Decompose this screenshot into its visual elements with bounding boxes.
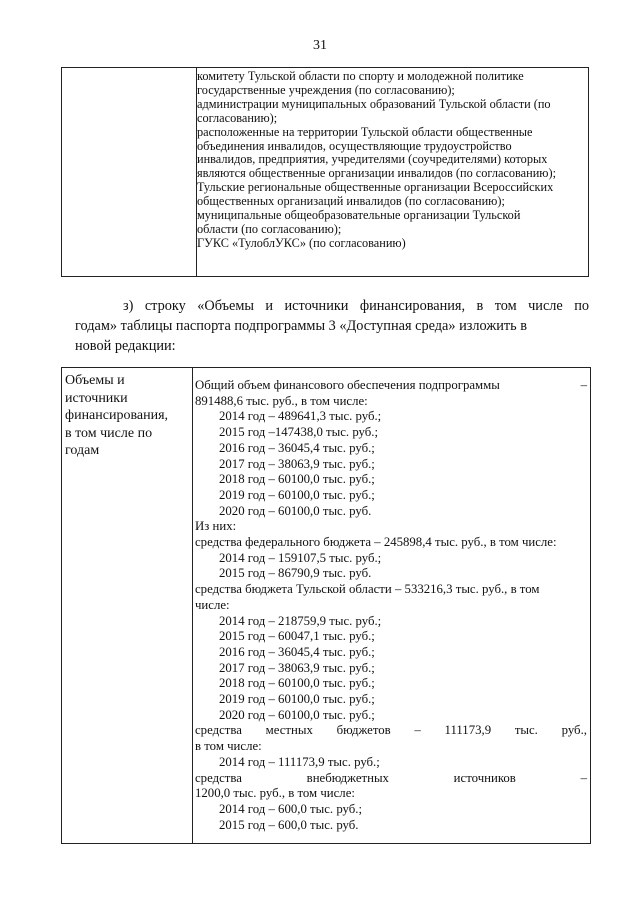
financing-value-cell xyxy=(195,378,587,833)
year-line: 2015 год – 600,0 тыс. руб. xyxy=(219,817,359,832)
year-line: 2014 год – 218759,9 тыс. руб.; xyxy=(219,613,382,628)
year-line: 2016 год – 36045,4 тыс. руб.; xyxy=(219,440,375,455)
word: источников xyxy=(453,770,516,785)
total-line xyxy=(195,378,587,394)
extra-line xyxy=(195,771,587,787)
table-right-cell xyxy=(197,70,587,251)
regional-line: числе: xyxy=(195,597,230,612)
table-line: являются общественные организации инвалидов (по согласованию); xyxy=(197,166,556,181)
year-line: 2014 год – 159107,5 тыс. руб.; xyxy=(219,550,382,565)
year-line: 2014 год – 489641,3 тыс. руб.; xyxy=(219,409,382,424)
table-line: государственные учреждения (по согласованию); xyxy=(197,82,455,97)
table-line: объединения инвалидов, осуществляющие трудоустройство xyxy=(197,138,512,153)
federal-line: средства федерального бюджета – 245898,4 тыс. руб., в том числе: xyxy=(195,535,557,550)
table-line: инвалидов, предприятия, учредителями (соучредителями) которых xyxy=(197,152,548,167)
of-them-line: Из них: xyxy=(195,519,237,534)
label-line: финансирования, xyxy=(65,408,169,423)
table-line: администрации муниципальных образований Тульской области (по xyxy=(197,96,551,111)
word: – xyxy=(580,770,587,785)
year-line: 2019 год – 60100,0 тыс. руб.; xyxy=(219,692,375,707)
table-left-cell xyxy=(62,68,197,276)
total-line: 891488,6 тыс. руб., в том числе: xyxy=(195,393,368,408)
table-line: муниципальные общеобразовательные организации Тульской xyxy=(197,208,521,223)
table-line: общественных организаций инвалидов (по согласованию); xyxy=(197,194,505,209)
word: бюджетов xyxy=(336,723,391,738)
year-line: 2018 год – 60100,0 тыс. руб.; xyxy=(219,472,375,487)
year-line: 2014 год – 600,0 тыс. руб.; xyxy=(219,801,363,816)
table-line: ГУКС «ТулоблУКС» (по согласованию) xyxy=(197,235,406,250)
table-line: области (по согласованию); xyxy=(197,221,342,236)
label-line: Объемы и xyxy=(65,373,125,388)
regional-line: средства бюджета Тульской области – 533216,3 тыс. руб., в том xyxy=(195,582,540,597)
word: внебюджетных xyxy=(306,770,389,785)
year-line: 2014 год – 111173,9 тыс. руб.; xyxy=(219,754,380,769)
year-line: 2020 год – 60100,0 тыс. руб. xyxy=(219,503,372,518)
word: местных xyxy=(265,723,313,738)
continuation-table xyxy=(61,67,589,277)
table-line: Тульские региональные общественные организации Всероссийских xyxy=(197,180,554,195)
word: средства xyxy=(195,770,242,785)
word: – xyxy=(414,723,421,738)
year-line: 2020 год – 60100,0 тыс. руб.; xyxy=(219,707,375,722)
year-line: 2015 год – 60047,1 тыс. руб.; xyxy=(219,629,375,644)
table-line: согласованию); xyxy=(197,110,278,125)
year-line: 2015 год –147438,0 тыс. руб.; xyxy=(219,425,379,440)
paragraph-line: новой редакции: xyxy=(75,338,176,354)
financing-table xyxy=(61,367,591,844)
total-dash: – xyxy=(580,378,587,392)
word: руб., xyxy=(561,723,587,738)
label-line: источники xyxy=(65,390,128,406)
amendment-paragraph xyxy=(75,296,589,356)
total-text: Общий объем финансового обеспечения подпрограммы xyxy=(195,378,500,392)
label-line: в том числе по xyxy=(65,425,153,441)
year-line: 2017 год – 38063,9 тыс. руб.; xyxy=(219,456,375,471)
year-line: 2017 год – 38063,9 тыс. руб.; xyxy=(219,660,375,675)
paragraph-line: годам» таблицы паспорта подпрограммы 3 «Доступная среда» изложить в xyxy=(75,318,527,334)
year-line: 2016 год – 36045,4 тыс. руб.; xyxy=(219,644,375,659)
table-line: комитету Тульской области по спорту и молодежной политике xyxy=(197,69,524,83)
year-line: 2018 год – 60100,0 тыс. руб.; xyxy=(219,676,375,691)
word: 111173,9 xyxy=(444,723,492,738)
year-line: 2015 год – 86790,9 тыс. руб. xyxy=(219,566,372,581)
table-line: расположенные на территории Тульской области общественные xyxy=(197,124,533,139)
label-line: годам xyxy=(65,443,100,458)
page-number: 31 xyxy=(313,38,327,53)
year-line: 2019 год – 60100,0 тыс. руб.; xyxy=(219,487,375,502)
word: средства xyxy=(195,723,242,738)
paragraph-line: з) строку «Объемы и источники финансирования, в том числе по xyxy=(123,298,589,314)
word: тыс. xyxy=(514,723,538,738)
financing-label-cell xyxy=(62,368,193,843)
local-line: в том числе: xyxy=(195,739,262,754)
local-line xyxy=(195,723,587,739)
extra-line: 1200,0 тыс. руб., в том числе: xyxy=(195,786,355,801)
